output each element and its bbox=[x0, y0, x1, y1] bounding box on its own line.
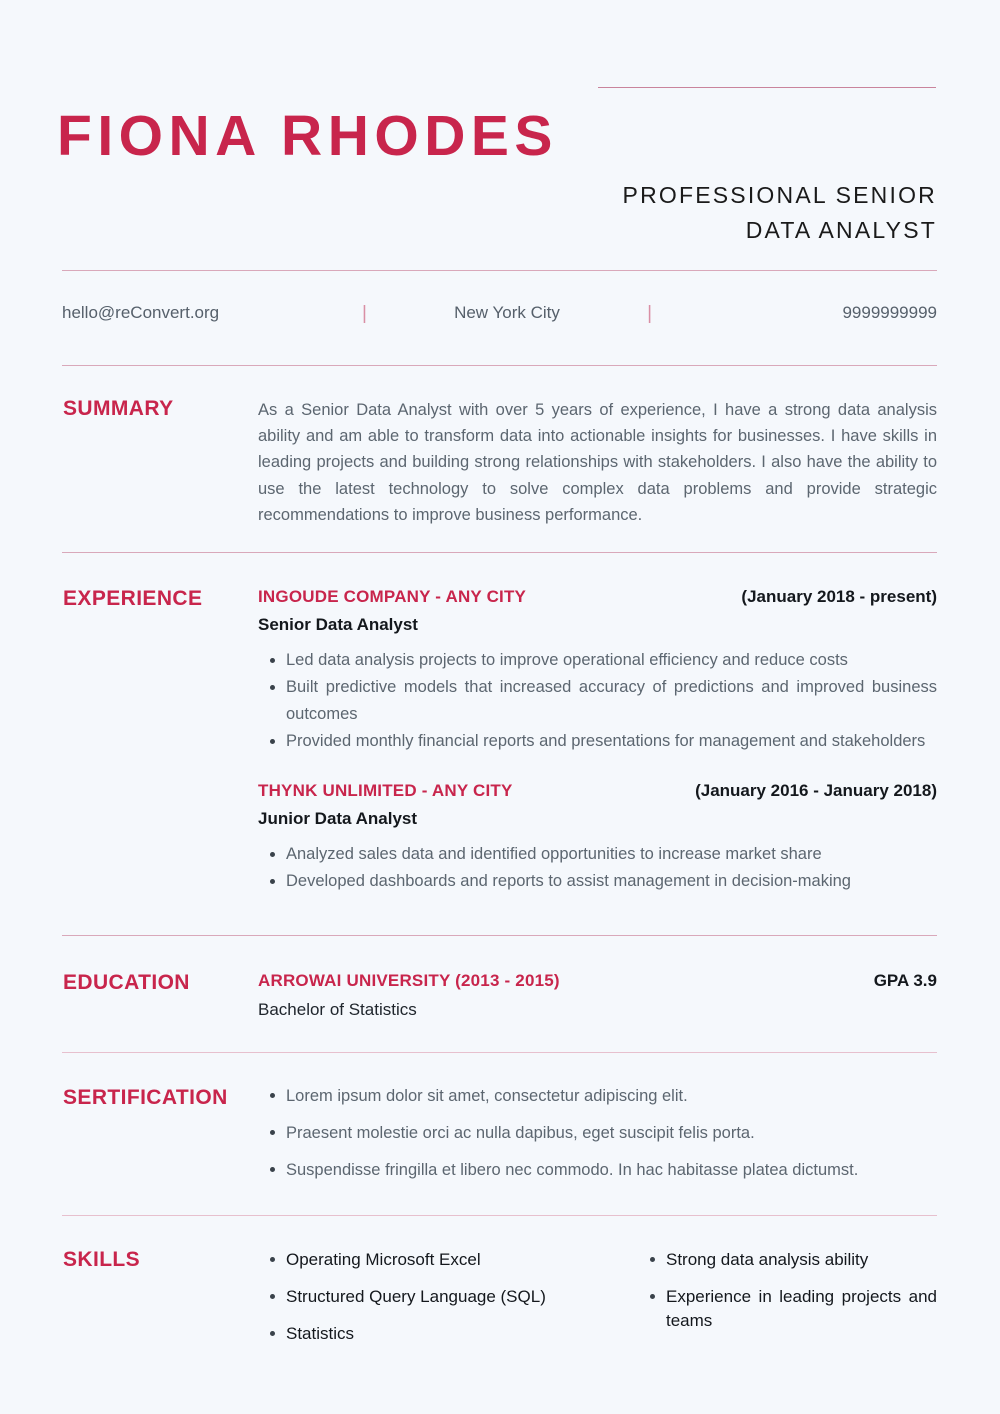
education-school: ARROWAI UNIVERSITY (2013 - 2015) bbox=[258, 971, 560, 990]
section-experience bbox=[62, 587, 937, 895]
list-item: Strong data analysis ability bbox=[638, 1248, 937, 1272]
divider-above-skills bbox=[62, 1215, 937, 1216]
certification-body bbox=[258, 1086, 937, 1180]
experience-bullet-list bbox=[258, 841, 937, 895]
experience-dates: (January 2016 - January 2018) bbox=[695, 781, 937, 800]
education-entry-header bbox=[258, 971, 937, 991]
list-item: Led data analysis projects to improve operational efficiency and reduce costs bbox=[258, 647, 937, 674]
header-top-rule bbox=[598, 87, 936, 88]
experience-body bbox=[258, 587, 937, 895]
contact-row bbox=[62, 303, 937, 323]
summary-text: As a Senior Data Analyst with over 5 years of experience, I have a strong data analysis ability and am able to transform data into actionable insights for businesses. I have skills in leading projects and building strong relationships with stakeholders. I also have the ability to use the latest technology to solve complex data problems and provide strategic recommendations to improve business performance. bbox=[258, 401, 937, 524]
section-label-summary: SUMMARY bbox=[63, 397, 174, 420]
section-summary bbox=[62, 397, 937, 528]
education-body bbox=[258, 971, 937, 1020]
list-item: Developed dashboards and reports to assist management in decision-making bbox=[258, 868, 937, 895]
education-degree: Bachelor of Statistics bbox=[258, 1000, 417, 1019]
job-title-line-1: PROFESSIONAL SENIOR bbox=[622, 182, 937, 208]
experience-entry bbox=[258, 587, 937, 755]
experience-entry-header bbox=[258, 587, 937, 607]
job-title-line-2: DATA ANALYST bbox=[745, 216, 937, 243]
divider-above-education bbox=[62, 935, 937, 936]
experience-dates: (January 2018 - present) bbox=[741, 587, 937, 606]
contact-location: New York City bbox=[454, 303, 560, 322]
experience-role: Senior Data Analyst bbox=[258, 615, 418, 634]
divider-above-experience bbox=[62, 552, 937, 553]
divider-above-contact bbox=[62, 270, 937, 271]
experience-company: INGOUDE COMPANY - ANY CITY bbox=[258, 587, 527, 606]
list-item: Praesent molestie orci ac nulla dapibus, eget suscipit felis porta. bbox=[258, 1123, 937, 1143]
experience-company: THYNK UNLIMITED - ANY CITY bbox=[258, 781, 513, 800]
list-item: Provided monthly financial reports and presentations for management and stakeholders bbox=[258, 728, 937, 755]
divider-above-certification bbox=[62, 1052, 937, 1053]
section-label-experience: EXPERIENCE bbox=[63, 587, 203, 610]
list-item: Experience in leading projects and teams bbox=[638, 1285, 937, 1333]
skills-column-right bbox=[638, 1248, 937, 1359]
education-gpa: GPA 3.9 bbox=[873, 971, 937, 990]
section-label-skills: SKILLS bbox=[63, 1248, 141, 1271]
contact-separator-1: | bbox=[362, 302, 367, 324]
candidate-job-title bbox=[623, 178, 937, 247]
section-label-certification: SERTIFICATION bbox=[63, 1086, 228, 1109]
resume-header bbox=[0, 0, 1000, 250]
divider-above-summary bbox=[62, 365, 937, 366]
contact-email[interactable]: hello@reConvert.org bbox=[62, 303, 220, 322]
experience-role: Junior Data Analyst bbox=[258, 809, 418, 828]
skills-body bbox=[258, 1248, 937, 1359]
list-item: Built predictive models that increased accuracy of predictions and improved business outcomes bbox=[258, 674, 937, 728]
list-item: Statistics bbox=[258, 1322, 638, 1346]
list-item: Lorem ipsum dolor sit amet, consectetur adipiscing elit. bbox=[258, 1086, 937, 1106]
candidate-name: FIONA RHODES bbox=[57, 104, 558, 168]
experience-entry-header bbox=[258, 781, 937, 801]
section-skills bbox=[62, 1248, 937, 1359]
experience-bullet-list bbox=[258, 647, 937, 755]
skills-list-left bbox=[258, 1248, 638, 1346]
experience-entry bbox=[258, 781, 937, 895]
certification-list bbox=[258, 1086, 937, 1180]
section-label-education: EDUCATION bbox=[63, 971, 190, 994]
list-item: Analyzed sales data and identified opportunities to increase market share bbox=[258, 841, 937, 868]
section-education bbox=[62, 971, 937, 1020]
section-certification bbox=[62, 1086, 937, 1197]
list-item: Suspendisse fringilla et libero nec commodo. In hac habitasse platea dictumst. bbox=[258, 1160, 937, 1180]
list-item: Operating Microsoft Excel bbox=[258, 1248, 638, 1272]
contact-phone[interactable]: 9999999999 bbox=[842, 303, 937, 322]
skills-columns bbox=[258, 1248, 937, 1359]
skills-column-left bbox=[258, 1248, 638, 1359]
contact-separator-2: | bbox=[647, 302, 652, 324]
skills-list-right bbox=[638, 1248, 937, 1333]
list-item: Structured Query Language (SQL) bbox=[258, 1285, 638, 1309]
summary-body bbox=[258, 397, 937, 528]
